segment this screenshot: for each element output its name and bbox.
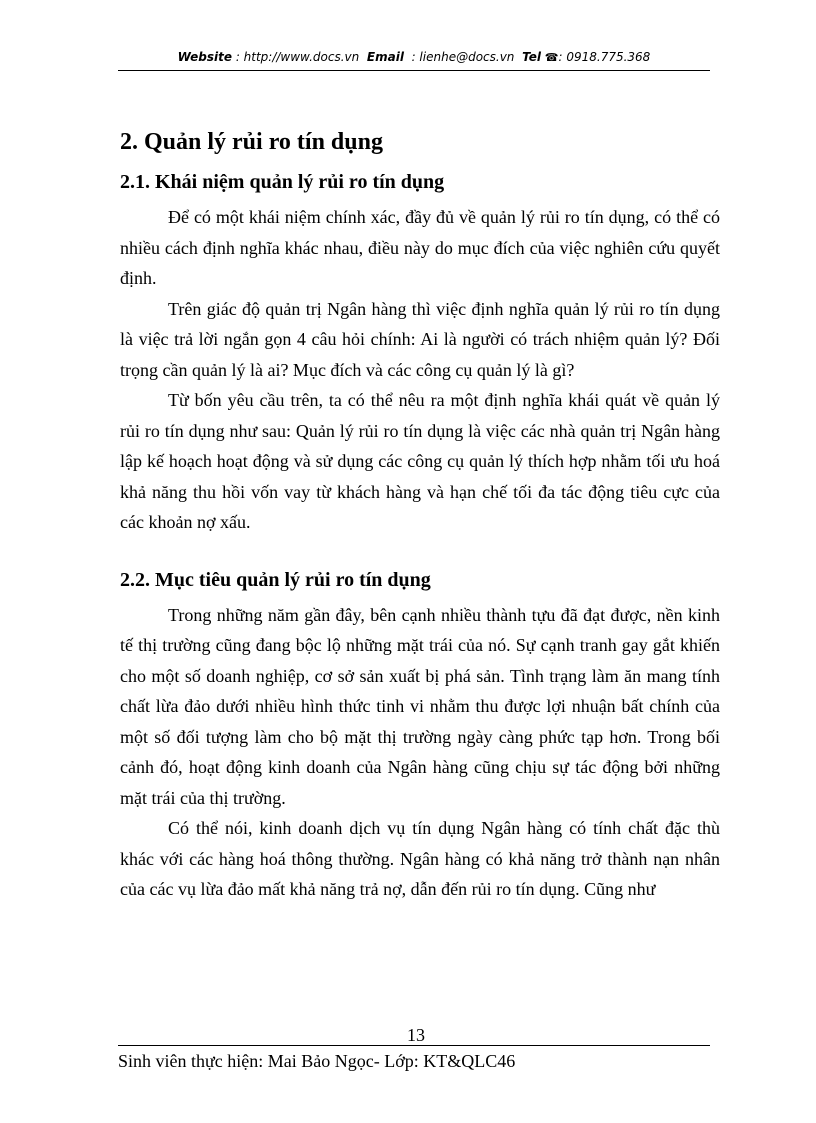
document-body — [120, 122, 720, 905]
email-value: : lienhe@docs.vn — [411, 50, 515, 64]
paragraph: Để có một khái niệm chính xác, đầy đủ về quản lý rủi ro tín dụng, có thể có nhiều cách định nghĩa khác nhau, điều này do mục đích của việc nghiên cứu quyết định. — [120, 207, 720, 288]
subsection-title: 2.2. Mục tiêu quản lý rủi ro tín dụng — [120, 568, 431, 591]
paragraph: Từ bốn yêu cầu trên, ta có thể nêu ra một định nghĩa khái quát về quản lý rủi ro tín dụng như sau: Quản lý rủi ro tín dụng là việc các nhà quản trị Ngân hàng lập kế hoạch hoạt động và sử dụng các công cụ quản lý thích hợp nhằm tối ưu hoá khả năng thu hồi vốn vay từ khách hàng và hạn chế tối đa tác động tiêu cực của các khoản nợ xấu. — [120, 390, 720, 532]
page-number: 13 — [407, 1025, 425, 1045]
header-divider — [118, 70, 710, 71]
tel-value: : 0918.775.368 — [558, 50, 651, 64]
subsection-title: 2.1. Khái niệm quản lý rủi ro tín dụng — [120, 171, 445, 193]
footer-divider — [118, 1045, 710, 1046]
website-label: Website — [177, 50, 232, 64]
email-label: Email — [366, 50, 404, 64]
phone-icon: ☎ — [544, 51, 559, 64]
section-title: 2. Quản lý rủi ro tín dụng — [120, 129, 383, 155]
student-info: Sinh viên thực hiện: Mai Bảo Ngọc- Lớp: KT&QLC46 — [118, 1051, 516, 1071]
website-value: : http://www.docs.vn — [235, 50, 360, 64]
tel-label: Tel — [522, 50, 541, 64]
paragraph: Trên giác độ quản trị Ngân hàng thì việc định nghĩa quản lý rủi ro tín dụng là việc trả lời ngắn gọn 4 câu hỏi chính: Ai là người có trách nhiệm quản lý? Đối trọng cần quản lý là ai? Mục đích và các công cụ quản lý là gì? — [120, 298, 720, 380]
paragraph: Trong những năm gần đây, bên cạnh nhiều thành tựu đã đạt được, nền kinh tế thị trường cũng đang bộc lộ những mặt trái của nó. Sự cạnh tranh gay gắt khiến cho một số doanh nghiệp, cơ sở sản xuất bị phá sản. Tình trạng làm ăn mang tính chất lừa đảo dưới nhiều hình thức tinh vi nhằm thu được lợi nhuận bất chính của một số đối tượng làm cho bộ mặt thị trường ngày càng phức tạp hơn. Trong bối cảnh đó, hoạt động kinh doanh của Ngân hàng cũng chịu sự tác động bởi những mặt trái của thị trường. — [120, 604, 720, 808]
paragraph: Có thể nói, kinh doanh dịch vụ tín dụng Ngân hàng có tính chất đặc thù khác với các hàng hoá thông thường. Ngân hàng có khả năng trở thành nạn nhân của các vụ lừa đảo mất khả năng trả nợ, dẫn đến rủi ro tín dụng. Cũng như — [120, 818, 720, 899]
page-header — [118, 50, 710, 64]
